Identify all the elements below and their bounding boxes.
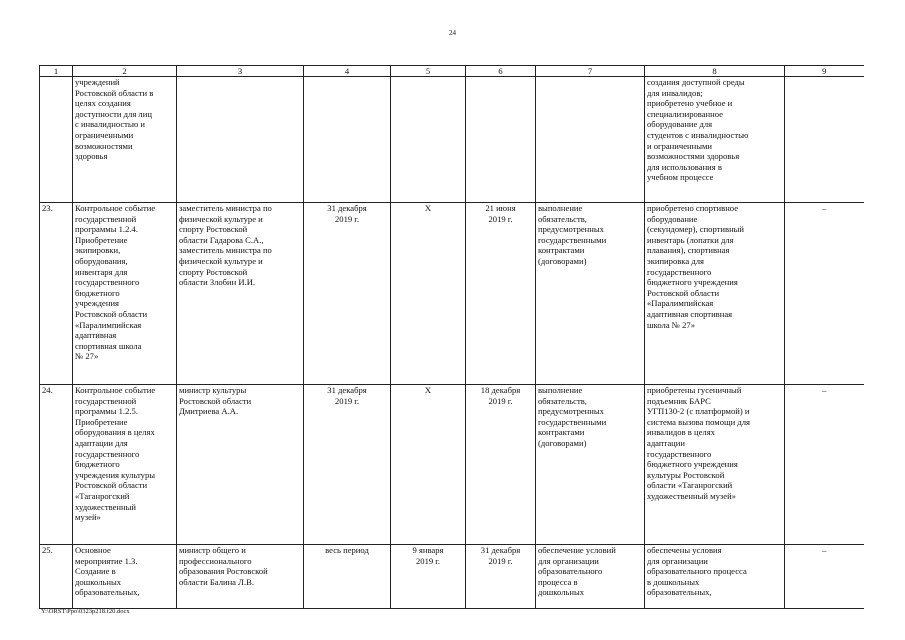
planned-date-cell: 31 декабря 2019 г.: [304, 203, 391, 385]
col5-cell: 9 января 2019 г.: [391, 545, 466, 609]
responsible-cell: министр культуры Ростовской области Дмитриева А.А.: [177, 385, 304, 545]
result-cell: обеспечены условия для организации образовательного процесса в дошкольных образовательных,: [645, 545, 785, 609]
actual-date-cell: 21 июня 2019 г.: [466, 203, 536, 385]
header-cell-5: 5: [391, 66, 466, 77]
report-table: [39, 65, 864, 609]
header-cell-2: 2: [73, 66, 177, 77]
header-cell-6: 6: [466, 66, 536, 77]
planned-date-cell: весь период: [304, 545, 391, 609]
planned-date-cell: [304, 77, 391, 203]
col5-cell: Х: [391, 385, 466, 545]
actual-date-cell: [466, 77, 536, 203]
action-cell: выполнение обязательств, предусмотренных государственными контрактами (договорами): [536, 203, 645, 385]
actual-date-cell: 18 декабря 2019 г.: [466, 385, 536, 545]
responsible-cell: министр общего и профессионального образования Ростовской области Балина Л.В.: [177, 545, 304, 609]
note-cell: –: [785, 545, 864, 609]
result-cell: создания доступной среды для инвалидов; приобретено учебное и специализированное оборудование для студентов с инвалидностью и ограниченными возможностями здоровья для использования в учебном процессе: [645, 77, 785, 203]
responsible-cell: [177, 77, 304, 203]
responsible-cell: заместитель министра по физической культуре и спорту Ростовской области Гадарова С.А., заместитель министра по физической культуре и спорту Ростовской области Злобин И.И.: [177, 203, 304, 385]
action-cell: [536, 77, 645, 203]
table-row: [40, 545, 864, 609]
actual-date-cell: 31 декабря 2019 г.: [466, 545, 536, 609]
row-number: 23.: [40, 203, 73, 385]
col5-cell: Х: [391, 203, 466, 385]
note-cell: –: [785, 385, 864, 545]
row-number: 24.: [40, 385, 73, 545]
header-cell-1: 1: [40, 66, 73, 77]
event-cell: Контрольное событие государственной программы 1.2.5. Приобретение оборудования в целях адаптации для государственного бюджетного учреждения культуры Ростовской области «Таганрогский художественный музей»: [73, 385, 177, 545]
result-cell: приобретено спортивное оборудование (секундомер), спортивный инвентарь (лопатки для плавания), спортивная экипировка для государственного бюджетного учреждения Ростовской области «Паралимпийская адаптивная спортивная школа № 27»: [645, 203, 785, 385]
result-cell: приобретены гусеничный подъемник БАРС УГП130-2 (с платформой) и система вызова помощи для инвалидов в целях адаптации государственного бюджетного учреждения культуры Ростовской области «Таганрогский художественный музей»: [645, 385, 785, 545]
table-row: [40, 385, 864, 545]
header-cell-7: 7: [536, 66, 645, 77]
header-cell-8: 8: [645, 66, 785, 77]
table-row: [40, 77, 864, 203]
action-cell: выполнение обязательств, предусмотренных государственными контрактами (договорами): [536, 385, 645, 545]
row-number: [40, 77, 73, 203]
row-number: 25.: [40, 545, 73, 609]
event-cell: учреждений Ростовской области в целях создания доступности для лиц с инвалидностью и ограниченными возможностями здоровья: [73, 77, 177, 203]
planned-date-cell: 31 декабря 2019 г.: [304, 385, 391, 545]
note-cell: [785, 77, 864, 203]
table-row: [40, 203, 864, 385]
page-number: 24: [449, 29, 456, 37]
header-row: [40, 66, 864, 77]
header-cell-3: 3: [177, 66, 304, 77]
col5-cell: [391, 77, 466, 203]
file-path-footer: Y:\ORST\Ppo\0323p218.f20.docx: [41, 608, 130, 615]
event-cell: Контрольное событие государственной программы 1.2.4. Приобретение экипировки, оборудования, инвентаря для государственного бюджетного учреждения Ростовской области «Паралимпийская адаптивная спортивная школа № 27»: [73, 203, 177, 385]
note-cell: –: [785, 203, 864, 385]
action-cell: обеспечение условий для организации образовательного процесса в дошкольных: [536, 545, 645, 609]
header-cell-9: 9: [785, 66, 864, 77]
event-cell: Основное мероприятие 1.3. Создание в дошкольных образовательных,: [73, 545, 177, 609]
header-cell-4: 4: [304, 66, 391, 77]
